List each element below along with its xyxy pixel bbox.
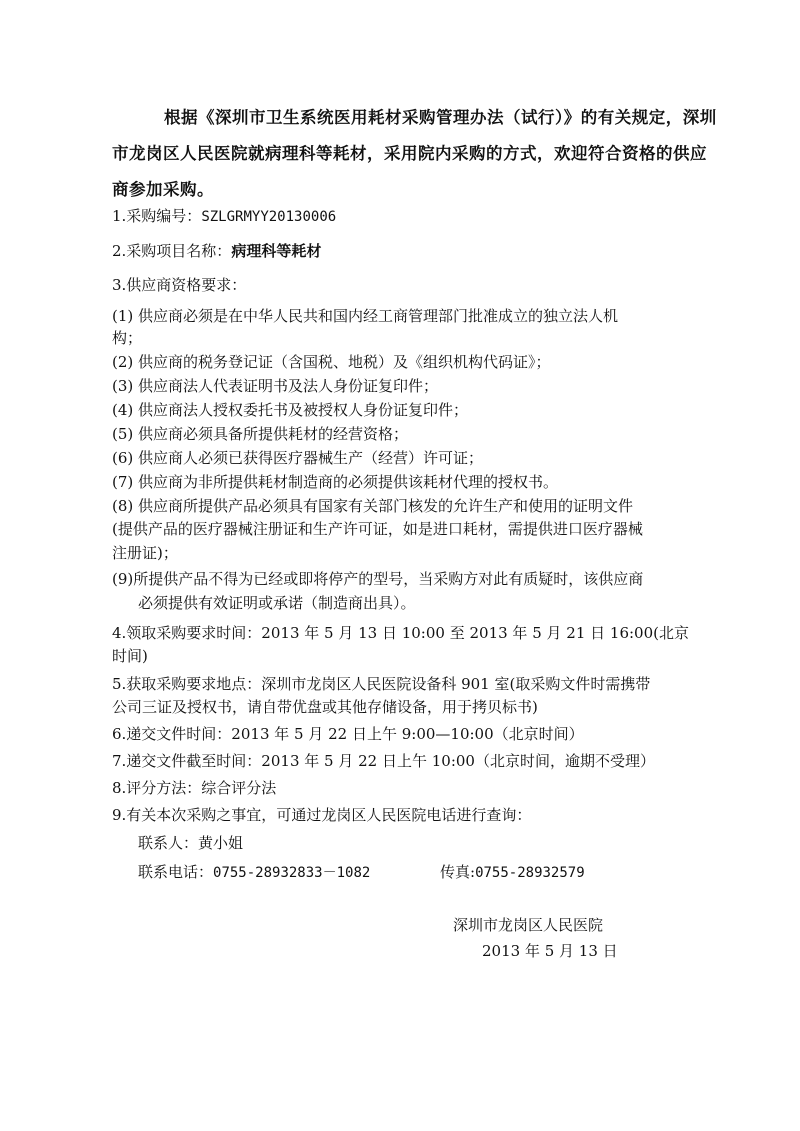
requirement-1-line-2: 构； bbox=[112, 329, 143, 347]
contact-fax bbox=[440, 861, 585, 885]
contact-fax-label: 传真: bbox=[440, 863, 476, 881]
intro-paragraph bbox=[112, 100, 717, 208]
contact-phone-value: 0755-28932833－1082 bbox=[213, 865, 371, 881]
requirement-8-line-2: (提供产品的医疗器械注册证和生产许可证，如是进口耗材，需提供进口医疗器械 bbox=[112, 520, 643, 538]
item-project-name-value: 病理科等耗材 bbox=[231, 242, 322, 260]
item-scoring-method: 8.评分方法：综合评分法 bbox=[112, 779, 277, 797]
item-submission-time: 6.递交文件时间：2013 年 5 月 22 日上午 9:00—10:00（北京时间） bbox=[112, 725, 584, 743]
requirement-1-line-1: (1) 供应商必须是在中华人民共和国内经工商管理部门批准成立的独立法人机 bbox=[112, 307, 619, 325]
item-project-name-label: 2.采购项目名称： bbox=[112, 242, 232, 260]
requirement-8-line-1: (8) 供应商所提供产品必须具有国家有关部门核发的允许生产和使用的证明文件 bbox=[112, 497, 634, 515]
requirement-4: (4) 供应商法人授权委托书及被授权人身份证复印件； bbox=[112, 401, 469, 419]
item-inquiry: 9.有关本次采购之事宜，可通过龙岗区人民医院电话进行查询： bbox=[112, 806, 532, 824]
item-collection-location-line-1: 5.获取采购要求地点：深圳市龙岗区人民医院设备科 901 室(取采购文件时需携带 bbox=[112, 675, 651, 693]
item-submission-deadline: 7.递交文件截至时间：2013 年 5 月 22 日上午 10:00（北京时间，逾期不受理） bbox=[112, 752, 655, 770]
requirement-5: (5) 供应商必须具备所提供耗材的经营资格； bbox=[112, 425, 409, 443]
intro-line-1: 根据《深圳市卫生系统医用耗材采购管理办法（试行）》的有关规定，深圳 bbox=[164, 108, 717, 127]
signature-date: 2013 年 5 月 13 日 bbox=[482, 942, 618, 960]
requirement-9-line-2: 必须提供有效证明或承诺（制造商出具）。 bbox=[138, 594, 416, 612]
requirement-6: (6) 供应商人必须已获得医疗器械生产（经营）许可证； bbox=[112, 449, 484, 467]
requirement-7: (7) 供应商为非所提供耗材制造商的必须提供该耗材代理的授权书。 bbox=[112, 473, 559, 491]
signature-organization: 深圳市龙岗区人民医院 bbox=[453, 916, 604, 934]
contact-phone-label: 联系电话： bbox=[138, 863, 214, 881]
requirement-9-line-1: (9)所提供产品不得为已经或即将停产的型号，当采购方对此有质疑时，该供应商 bbox=[112, 570, 644, 588]
item-project-name bbox=[112, 240, 321, 263]
intro-line-3: 商参加采购。 bbox=[112, 180, 214, 199]
item-procurement-number-value: SZLGRMYY20130006 bbox=[201, 209, 337, 225]
contact-phone bbox=[138, 861, 370, 885]
contact-fax-value: 0755-28932579 bbox=[475, 865, 585, 881]
requirement-2: (2) 供应商的税务登记证（含国税、地税）及《组织机构代码证》； bbox=[112, 353, 551, 371]
item-procurement-number bbox=[112, 205, 336, 229]
item-collection-location-line-2: 公司三证及授权书，请自带优盘或其他存储设备，用于拷贝标书) bbox=[112, 698, 538, 716]
item-collection-time-line-1: 4.领取采购要求时间：2013 年 5 月 13 日 10:00 至 2013 年 5 月 21 日 16:00(北京 bbox=[112, 624, 689, 642]
requirement-8-line-3: 注册证)； bbox=[112, 544, 178, 562]
item-procurement-number-label: 1.采购编号： bbox=[112, 207, 202, 225]
contact-person: 联系人：黄小姐 bbox=[138, 834, 244, 852]
intro-line-2: 市龙岗区人民医院就病理科等耗材，采用院内采购的方式，欢迎符合资格的供应 bbox=[112, 144, 707, 163]
requirement-3: (3) 供应商法人代表证明书及法人身份证复印件； bbox=[112, 377, 439, 395]
item-qualifications-heading: 3.供应商资格要求： bbox=[112, 276, 247, 294]
item-collection-time-line-2: 时间) bbox=[112, 647, 148, 665]
